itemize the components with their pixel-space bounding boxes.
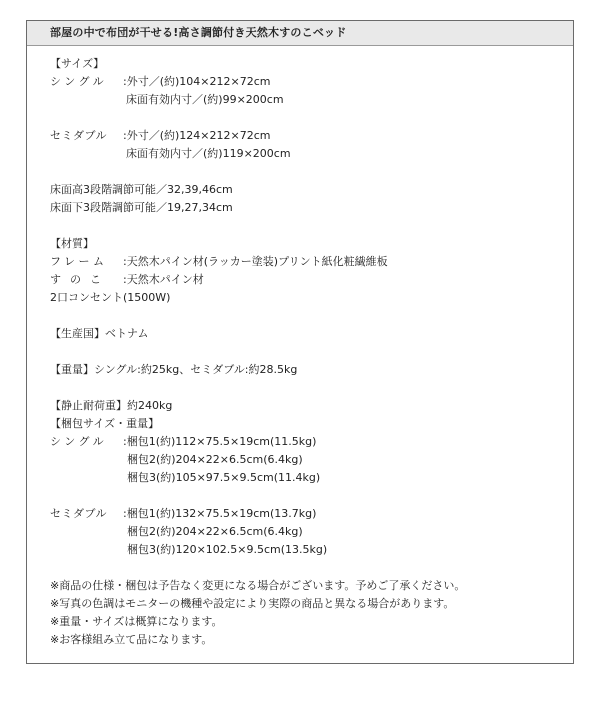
material-sunoko-value: :天然木パイン材: [123, 273, 204, 286]
floor-height-low: 床面下3段階調節可能／19,27,34cm: [50, 201, 233, 214]
package-single-3: [50, 469, 563, 487]
package-single-1-value: :梱包1(約)112×75.5×19cm(11.5kg): [123, 435, 317, 448]
size-single-outer: [50, 73, 563, 91]
note-line: ※重量・サイズは概算になります。: [50, 615, 223, 628]
size-semidouble-inner: [50, 145, 563, 163]
origin-line: 【生産国】ベトナム: [50, 327, 149, 340]
spec-title: 部屋の中で布団が干せる!高さ調節付き天然木すのこベッド: [27, 21, 573, 46]
package-semidouble-2: [50, 523, 563, 541]
size-heading: 【サイズ】: [50, 57, 105, 70]
size-single-outer-value: :外寸／(約)104×212×72cm: [123, 75, 271, 88]
floor-height-high: 床面高3段階調節可能／32,39,46cm: [50, 183, 233, 196]
package-single-2-value: 梱包2(約)204×22×6.5cm(6.4kg): [127, 453, 303, 466]
material-sunoko-label: すのこ: [50, 273, 110, 286]
package-semidouble-2-value: 梱包2(約)204×22×6.5cm(6.4kg): [127, 525, 303, 538]
size-semidouble-label: セミダブル: [50, 129, 108, 142]
package-semidouble-3-value: 梱包3(約)120×102.5×9.5cm(13.5kg): [127, 543, 328, 556]
package-semidouble-1: [50, 505, 563, 523]
note-line: ※お客様組み立て品になります。: [50, 633, 213, 646]
material-heading: 【材質】: [50, 237, 94, 250]
material-outlet: 2口コンセント(1500W): [50, 291, 171, 304]
note-line: ※写真の色調はモニターの機種や設定により実際の商品と異なる場合があります。: [50, 597, 455, 610]
package-heading: 【梱包サイズ・重量】: [50, 417, 160, 430]
size-single-inner-value: 床面有効内寸／(約)99×200cm: [126, 93, 284, 106]
size-single-inner: [50, 91, 563, 109]
spec-panel: [26, 20, 574, 664]
material-frame-label: フレーム: [50, 255, 108, 268]
size-semidouble-outer: [50, 127, 563, 145]
package-semidouble-3: [50, 541, 563, 559]
weight-line: 【重量】シングル:約25kg、セミダブル:約28.5kg: [50, 363, 298, 376]
package-semidouble-label: セミダブル: [50, 507, 108, 520]
size-semidouble-outer-value: :外寸／(約)124×212×72cm: [123, 129, 271, 142]
package-single-label: シングル: [50, 435, 108, 448]
package-semidouble-1-value: :梱包1(約)132×75.5×19cm(13.7kg): [123, 507, 317, 520]
size-semidouble-inner-value: 床面有効内寸／(約)119×200cm: [126, 147, 291, 160]
package-single-2: [50, 451, 563, 469]
package-single-1: [50, 433, 563, 451]
material-frame-value: :天然木パイン材(ラッカー塗装)プリント紙化粧繊維板: [123, 255, 388, 268]
size-single-label: シングル: [50, 75, 108, 88]
material-frame: [50, 253, 563, 271]
note-line: ※商品の仕様・梱包は予告なく変更になる場合がございます。予めご了承ください。: [50, 579, 466, 592]
package-single-3-value: 梱包3(約)105×97.5×9.5cm(11.4kg): [127, 471, 321, 484]
spec-content: [50, 55, 563, 649]
load-line: 【静止耐荷重】約240kg: [50, 399, 173, 412]
material-sunoko: [50, 271, 563, 289]
